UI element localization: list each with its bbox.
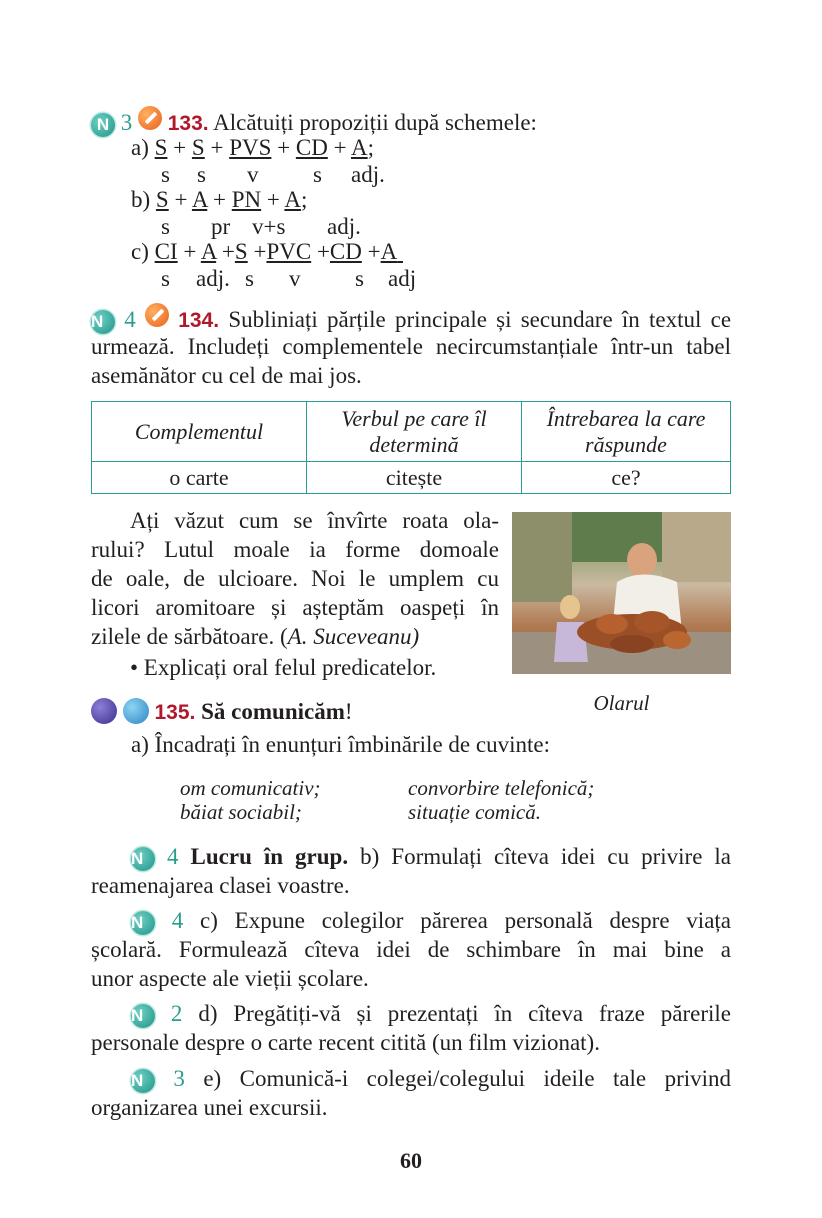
scheme-sub: pr xyxy=(211,214,231,239)
table-cell: ce? xyxy=(522,462,731,494)
speech-bubble-icon xyxy=(91,698,117,724)
exercise-instruction: Alcătuiți propoziții după schemele: xyxy=(213,110,537,135)
scheme-part: A xyxy=(191,187,208,212)
communication-icon xyxy=(123,698,149,724)
photo-caption: Olarul xyxy=(593,691,650,715)
phrase: convorbire telefonică; xyxy=(408,776,595,800)
ex135-d-line1 xyxy=(91,999,731,1028)
scheme-part: A xyxy=(200,239,217,264)
task-text: b) Formulați cîteva idei cu privire la xyxy=(348,844,732,869)
scheme-part: PVS xyxy=(229,135,272,160)
ex135-b-line1 xyxy=(91,842,731,871)
exercise-number: 134. xyxy=(178,309,220,332)
level-number: 4 xyxy=(167,844,179,869)
scheme-sub: v xyxy=(289,266,301,291)
scheme-part: CI xyxy=(154,239,178,264)
scheme-sub: s xyxy=(313,162,322,187)
table-header-cell xyxy=(92,402,307,462)
level-number: 3 xyxy=(173,1066,185,1091)
header-text: răspunde xyxy=(585,431,667,457)
ex135-c-line3: unor aspecte ale vieții școlare. xyxy=(91,966,369,991)
phrase: situație comică. xyxy=(408,800,541,824)
level-n-icon: N xyxy=(91,310,115,334)
level-number: 4 xyxy=(124,307,136,332)
author: A. Suceveanu) xyxy=(287,624,420,649)
ex135-b-line2: reamenajarea clasei voastre. xyxy=(91,873,350,898)
potter-photo-illustration xyxy=(512,512,731,674)
scheme-label: b) xyxy=(131,187,151,212)
exercise-instruction: Subliniați părțile principale și secundare în textul ce xyxy=(228,307,732,332)
scheme-label: a) xyxy=(131,135,149,160)
header-text: Complementul xyxy=(134,418,264,444)
ex134-line1 xyxy=(91,303,731,335)
phrase: om comunicativ; xyxy=(180,776,321,800)
header-text: Întrebarea la care xyxy=(546,405,706,431)
scheme-label: c) xyxy=(131,239,149,264)
scheme-sub: v+s xyxy=(252,214,286,239)
scheme-part: CD xyxy=(329,239,362,264)
phrase: băiat sociabil; xyxy=(180,800,302,824)
scheme-end: ; xyxy=(367,135,375,160)
text-line: licori aromitoare și așteptăm oaspeți în xyxy=(91,595,499,620)
level-number: 2 xyxy=(170,1001,183,1026)
ex135-e-line2: organizarea unei excursii. xyxy=(91,1095,328,1120)
level-n-icon: N xyxy=(131,911,155,935)
exercise-title: Să comunicăm xyxy=(201,699,345,724)
level-n-icon: N xyxy=(131,1004,155,1028)
task-bold: Lucru în grup. xyxy=(190,844,349,869)
scheme-sub: s xyxy=(197,162,206,187)
table-row xyxy=(92,462,731,494)
complement-table xyxy=(91,401,731,494)
ex135-d-line2: personale despre o carte recent citită (un film vizionat). xyxy=(91,1030,600,1055)
scheme-sub: adj. xyxy=(351,162,385,187)
phrase-col-1 xyxy=(180,776,321,824)
scheme-part: PVC xyxy=(266,239,312,264)
scheme-part: S xyxy=(234,239,248,264)
pencil-icon xyxy=(138,106,162,130)
task-text: e) Comunică-i colegei/colegului ideile tale privind xyxy=(203,1066,732,1091)
scheme-part: S xyxy=(155,187,169,212)
potter-photo xyxy=(512,512,731,674)
scheme-part: S xyxy=(154,135,168,160)
scheme-part: A xyxy=(351,135,368,160)
ex134-line3: asemănător cu cel de mai jos. xyxy=(91,363,362,388)
scheme-sub: s xyxy=(161,214,170,239)
scheme-sub: s xyxy=(245,266,254,291)
scheme-part: S xyxy=(191,135,205,160)
phrase-col-2 xyxy=(408,776,594,824)
scheme-sub: s xyxy=(355,266,364,291)
scheme-c: c) CI + A +S +PVC +CD +A xyxy=(131,239,398,264)
ex135-header xyxy=(91,697,353,727)
scheme-a: a) S + S + PVS + CD + A; xyxy=(131,135,375,160)
level-n-icon: N xyxy=(131,847,155,871)
table-cell: citește xyxy=(307,462,522,494)
scheme-part: PN xyxy=(231,187,262,212)
scheme-part: CD xyxy=(295,135,328,160)
table-cell: o carte xyxy=(92,462,307,494)
level-n-icon: N xyxy=(131,1069,155,1093)
scheme-sub: adj. xyxy=(327,214,361,239)
scheme-c-sub xyxy=(161,264,461,293)
bullet-task: • Explicați oral felul predicatelor. xyxy=(130,655,437,680)
page-number: 60 xyxy=(400,1148,422,1173)
pencil-icon xyxy=(145,303,169,327)
scheme-part: A xyxy=(380,239,398,264)
ex135-c-line2: școlară. Formulează cîteva idei de schimbare în mai bine a xyxy=(91,937,731,962)
exercise-number: 133. xyxy=(167,112,209,135)
text-line xyxy=(91,622,499,651)
text-line: rului? Lutul moale ia forme domoale xyxy=(91,537,499,562)
text-last: zilele de sărbătoare. ( xyxy=(91,624,288,649)
ex134-text xyxy=(91,506,499,682)
exercise-title-end: ! xyxy=(344,699,353,724)
table-header-cell xyxy=(522,402,731,462)
header-text: Verbul pe care îl xyxy=(341,405,487,431)
scheme-sub: adj xyxy=(388,266,417,291)
exercise-number: 135. xyxy=(154,701,196,724)
scheme-sub: adj. xyxy=(196,266,230,291)
scheme-end: ; xyxy=(300,187,308,212)
ex135-e-line1 xyxy=(91,1064,731,1093)
task-text: d) Pregătiți-vă și prezentați în cîteva fraze părerile xyxy=(198,1001,732,1026)
table-header-row xyxy=(92,402,731,462)
level-n-icon: N xyxy=(91,113,115,137)
ex134-line2: urmează. Includeți complementele necircumstanțiale într-un tabel xyxy=(91,334,731,359)
scheme-sub: s xyxy=(161,266,170,291)
table-header-cell xyxy=(307,402,522,462)
scheme-b: b) S + A + PN + A; xyxy=(131,187,308,212)
scheme-part: A xyxy=(284,187,301,212)
text-line: de oale, de ulcioare. Noi le umplem cu xyxy=(91,566,499,591)
header-text: determină xyxy=(369,431,459,457)
ex135-c-line1 xyxy=(91,906,731,935)
scheme-sub: s xyxy=(161,162,170,187)
level-number: 4 xyxy=(171,908,184,933)
level-number: 3 xyxy=(120,110,133,135)
ex135-a: a) Încadrați în enunțuri îmbinările de cuvinte: xyxy=(131,732,550,757)
scheme-sub: v xyxy=(247,162,259,187)
text-line: Ați văzut cum se învîrte roata ola- xyxy=(130,508,499,533)
task-text: c) Expune colegilor părerea personală despre viața xyxy=(200,908,731,933)
